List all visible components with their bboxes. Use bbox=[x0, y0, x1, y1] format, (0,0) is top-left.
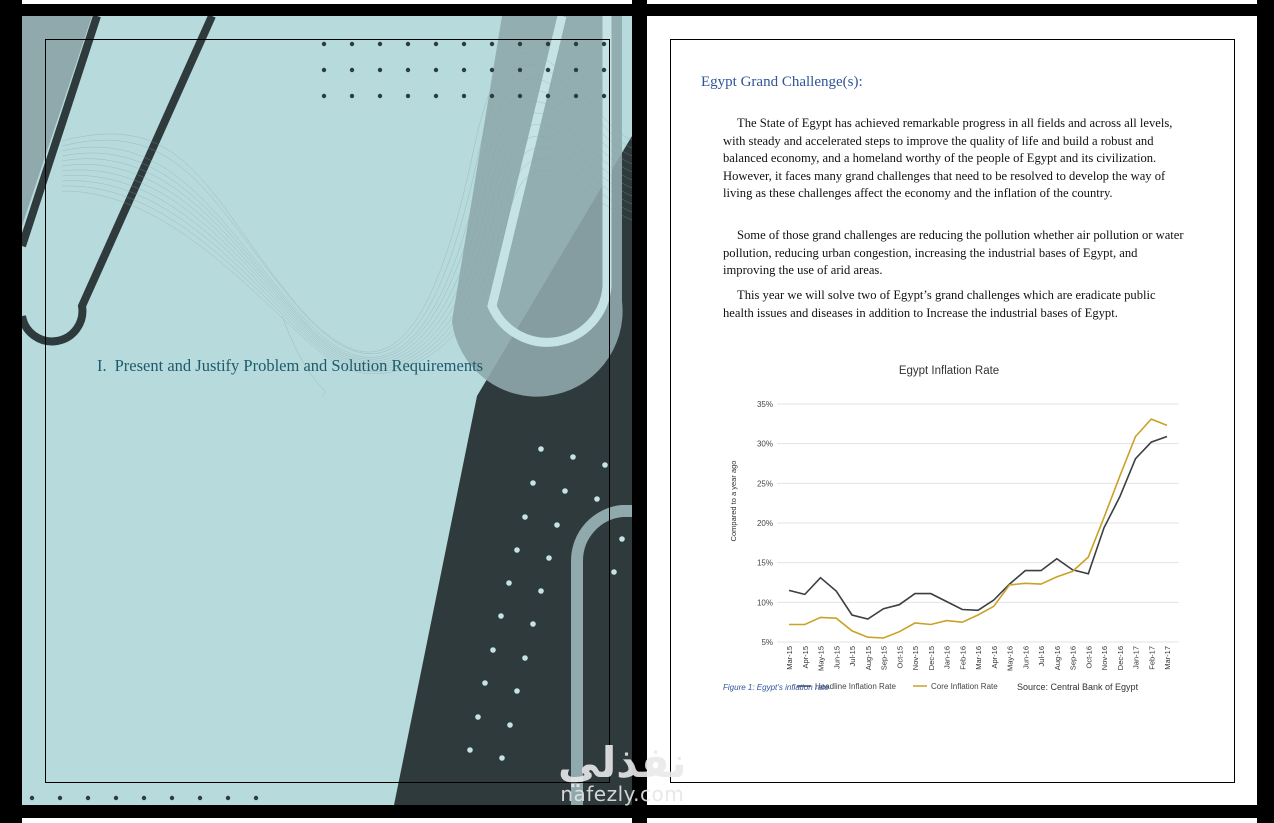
section-title: Present and Justify Problem and Solution Requirements bbox=[114, 356, 484, 375]
previous-page-edge-right bbox=[647, 0, 1257, 4]
x-tick-label: Oct-16 bbox=[1084, 646, 1094, 669]
x-tick-label: Jan-16 bbox=[942, 646, 952, 669]
y-tick-label: 35% bbox=[756, 400, 773, 409]
x-tick-label: Mar-17 bbox=[1163, 646, 1172, 670]
x-tick-label: Aug-15 bbox=[863, 646, 873, 671]
x-tick-label: May-16 bbox=[1005, 646, 1015, 672]
paragraph-2[interactable]: Some of those grand challenges are reducing the pollution whether air pollution or water pollution, reducing urban congestion, increasing the industrial bases of Egypt, and improving the use of arid areas. bbox=[723, 228, 1184, 277]
chart-legend bbox=[797, 682, 1139, 692]
legend-core-label: Core Inflation Rate bbox=[931, 682, 998, 691]
chart-source: Source: Central Bank of Egypt bbox=[1017, 682, 1139, 692]
section-number: I. bbox=[97, 356, 107, 375]
y-tick-label: 15% bbox=[756, 558, 773, 568]
legend-headline-label: Headline Inflation Rate bbox=[815, 682, 896, 691]
figure-caption: Figure 1: Egypt’s inflation rate bbox=[723, 683, 829, 692]
x-tick-label: Jul-15 bbox=[848, 646, 857, 667]
y-tick-labels bbox=[757, 400, 773, 647]
x-tick-label: Nov-16 bbox=[1100, 646, 1109, 671]
paragraph-3[interactable]: This year we will solve two of Egypt’s grand challenges which are eradicate public health issues and diseases in addition to Increase the industrial bases of Egypt. bbox=[723, 288, 1156, 320]
x-tick-label: Jul-16 bbox=[1037, 646, 1046, 667]
headline-inflation-line bbox=[789, 437, 1167, 620]
y-tick-label: 10% bbox=[756, 598, 773, 608]
paragraph-1[interactable]: The State of Egypt has achieved remarkable progress in all fields and across all levels, with steady and accelerated steps to improve the quality of life and build a robust and balanced economy, and a homeland worthy of the people of Egypt and its civilization. However, it faces many grand challenges that need to be resolved to develop the way of living as these challenges affect the economy and the inflation of the country. bbox=[723, 116, 1173, 200]
x-tick-label: Apr-15 bbox=[800, 646, 810, 669]
challenge-heading[interactable]: Egypt Grand Challenge(s): bbox=[701, 74, 863, 90]
content-page[interactable] bbox=[647, 16, 1257, 805]
left-margin-frame bbox=[45, 39, 610, 783]
x-tick-labels bbox=[785, 646, 1172, 671]
bottom-dot-row bbox=[30, 796, 258, 800]
x-tick-label: Jun-16 bbox=[1021, 646, 1031, 669]
x-tick-label: Feb-16 bbox=[958, 646, 968, 670]
x-tick-label: May-15 bbox=[816, 646, 826, 672]
x-tick-label: Oct-15 bbox=[895, 646, 905, 669]
x-tick-label: Dec-16 bbox=[1115, 646, 1125, 671]
x-tick-label: Mar-16 bbox=[974, 646, 983, 670]
section-heading[interactable] bbox=[97, 356, 483, 376]
y-axis-label: Compared to a year ago bbox=[729, 460, 738, 542]
y-tick-label: 25% bbox=[756, 479, 773, 489]
y-tick-label: 20% bbox=[756, 519, 773, 528]
x-tick-label: Mar-15 bbox=[785, 646, 794, 670]
x-tick-label: Nov-15 bbox=[911, 646, 920, 671]
x-tick-label: Sep-15 bbox=[879, 646, 889, 671]
inflation-chart[interactable] bbox=[717, 356, 1187, 701]
x-tick-label: Apr-16 bbox=[989, 646, 999, 669]
previous-page-edge-left bbox=[22, 0, 632, 4]
x-tick-label: Aug-16 bbox=[1052, 646, 1062, 671]
chart-gridlines bbox=[777, 404, 1179, 642]
chart-series-lines bbox=[789, 419, 1167, 638]
watermark-logo: نفذلي nafezly.com bbox=[558, 738, 687, 806]
x-tick-label: Sep-16 bbox=[1068, 646, 1078, 671]
chart-title: Egypt Inflation Rate bbox=[898, 365, 1000, 377]
next-page-edge-left bbox=[22, 818, 632, 823]
x-tick-label: Feb-17 bbox=[1147, 646, 1157, 670]
x-tick-label: Jun-15 bbox=[832, 646, 842, 669]
next-page-edge-right bbox=[647, 818, 1257, 823]
x-tick-label: Jan-17 bbox=[1131, 646, 1141, 669]
cover-page[interactable] bbox=[22, 16, 632, 805]
y-tick-label: 30% bbox=[756, 439, 773, 449]
x-tick-label: Dec-15 bbox=[926, 646, 936, 671]
y-tick-label: 5% bbox=[761, 638, 773, 647]
